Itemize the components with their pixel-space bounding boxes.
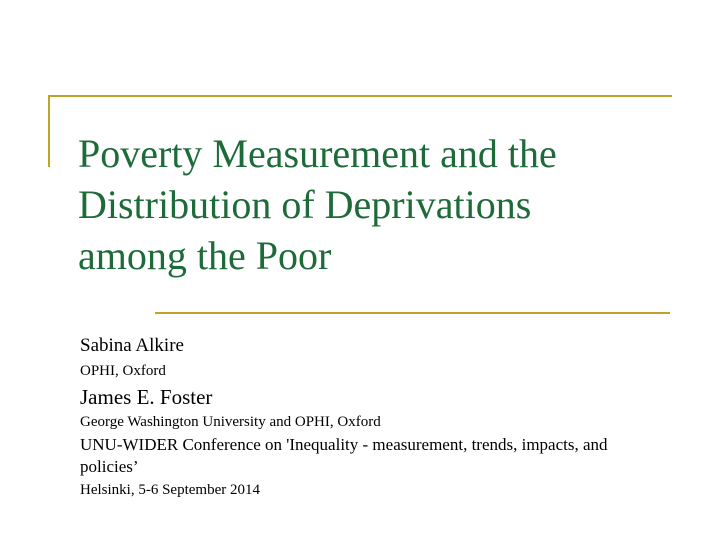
author-name-2: James E. Foster [80, 385, 213, 409]
author-affiliation-2: George Washington University and OPHI, Oxford [80, 414, 381, 430]
conference-name: UNU-WIDER Conference on 'Inequality - measurement, trends, impacts, and policies’ [80, 435, 608, 476]
author-affiliation-1: OPHI, Oxford [80, 363, 166, 379]
author-name-1: Sabina Alkire [80, 335, 184, 356]
top-rule [48, 95, 672, 97]
slide-title: Poverty Measurement and the Distribution of Deprivations among the Poor [78, 131, 557, 278]
place-date: Helsinki, 5-6 September 2014 [80, 482, 260, 498]
author-block [80, 334, 680, 500]
left-rule [48, 95, 50, 167]
title-underline-rule [155, 312, 670, 314]
